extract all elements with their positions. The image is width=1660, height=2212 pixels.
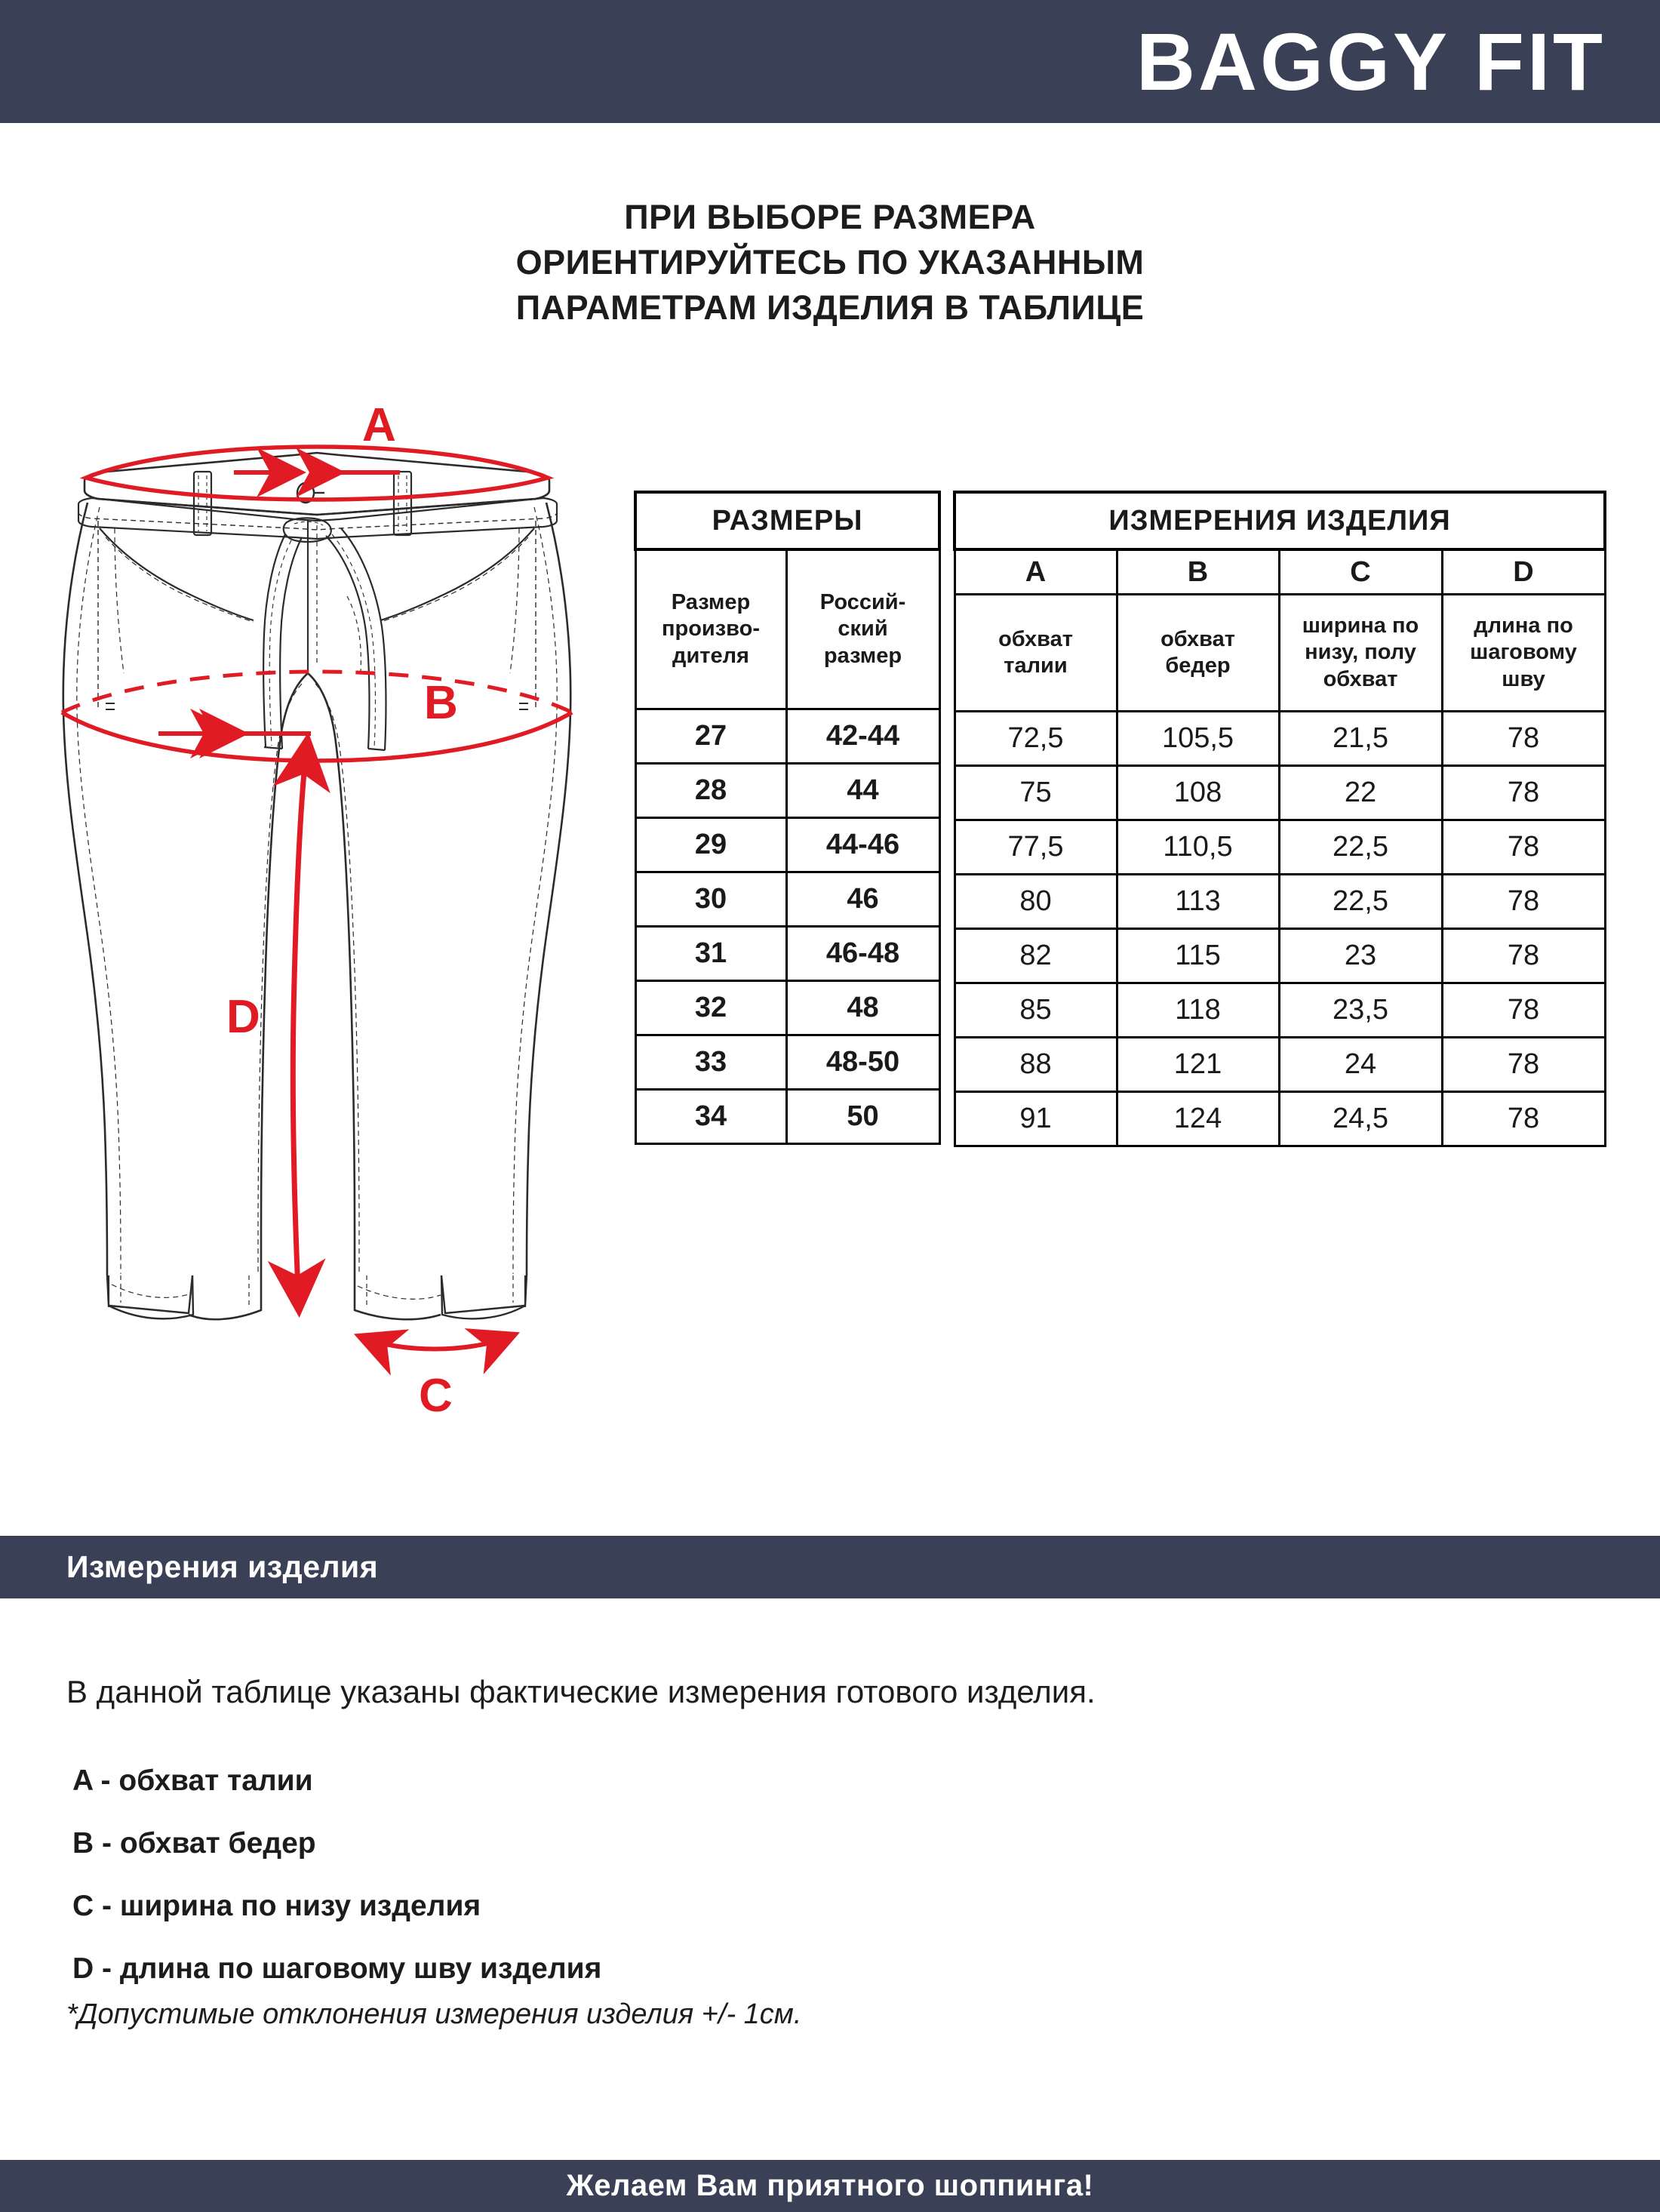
col-header-line: длина по	[1474, 613, 1573, 638]
col-header-line: обхват	[1323, 666, 1398, 691]
cell-b: 121	[1117, 1038, 1279, 1092]
measure-a-waist	[86, 447, 548, 500]
cell-a: 75	[954, 766, 1117, 820]
cell-russian-size: 44	[786, 764, 939, 818]
cell-manufacturer-size: 30	[635, 872, 786, 927]
col-header-manufacturer-size	[635, 549, 786, 709]
marker-label-b: B	[424, 677, 458, 729]
col-header-hip	[1117, 595, 1279, 712]
cell-b: 113	[1117, 875, 1279, 929]
cell-c: 21,5	[1279, 712, 1442, 766]
cell-c: 22,5	[1279, 820, 1442, 875]
col-letter-c: C	[1279, 549, 1442, 595]
col-header-line: ширина по	[1302, 613, 1419, 638]
cell-b: 110,5	[1117, 820, 1279, 875]
col-header-line: шву	[1502, 666, 1545, 691]
cell-c: 22	[1279, 766, 1442, 820]
cell-c: 24	[1279, 1038, 1442, 1092]
cell-russian-size: 42-44	[786, 709, 939, 764]
table-row	[954, 820, 1605, 875]
table-row	[635, 981, 939, 1035]
sizes-table-block	[634, 491, 941, 1145]
table-row	[954, 1038, 1605, 1092]
cell-c: 23	[1279, 929, 1442, 983]
cell-a: 91	[954, 1092, 1117, 1146]
col-header-waist	[954, 595, 1117, 712]
measurements-group-header: ИЗМЕРЕНИЯ ИЗДЕЛИЯ	[954, 492, 1605, 549]
cell-russian-size: 44-46	[786, 818, 939, 872]
cell-c: 22,5	[1279, 875, 1442, 929]
cell-c: 24,5	[1279, 1092, 1442, 1146]
col-header-line: ский	[838, 617, 888, 641]
table-row	[635, 1035, 939, 1090]
subtitle-block	[0, 195, 1660, 331]
cell-d: 78	[1442, 929, 1605, 983]
cell-a: 77,5	[954, 820, 1117, 875]
cell-manufacturer-size: 29	[635, 818, 786, 872]
cell-russian-size: 48	[786, 981, 939, 1035]
cell-a: 85	[954, 983, 1117, 1038]
marker-label-d: D	[226, 991, 260, 1043]
col-header-hem-width	[1279, 595, 1442, 712]
col-letter-b: B	[1117, 549, 1279, 595]
col-header-line: обхват	[1160, 626, 1235, 651]
table-row	[635, 764, 939, 818]
measure-c-hem	[362, 1336, 512, 1349]
cell-manufacturer-size: 32	[635, 981, 786, 1035]
cell-d: 78	[1442, 983, 1605, 1038]
marker-label-c: C	[419, 1370, 453, 1422]
subtitle-line-1: ПРИ ВЫБОРЕ РАЗМЕРА	[624, 198, 1036, 236]
tolerance-footnote: *Допустимые отклонения измерения изделия +/- 1см.	[66, 1998, 802, 2030]
col-header-inseam	[1442, 595, 1605, 712]
table-row	[954, 1092, 1605, 1146]
legend-item-d: D - длина по шаговому шву изделия	[72, 1952, 602, 1985]
subtitle-line-2: ОРИЕНТИРУЙТЕСЬ ПО УКАЗАННЫМ	[515, 242, 1145, 281]
col-header-line: дителя	[672, 643, 749, 668]
col-header-line: Россий-	[819, 589, 906, 614]
table-row	[954, 929, 1605, 983]
col-header-line: обхват	[998, 626, 1073, 651]
col-header-russian-size	[786, 549, 939, 709]
table-row	[954, 983, 1605, 1038]
table-row	[635, 1090, 939, 1144]
cell-d: 78	[1442, 1092, 1605, 1146]
col-header-line: произво-	[661, 617, 760, 641]
cell-b: 108	[1117, 766, 1279, 820]
cell-russian-size: 48-50	[786, 1035, 939, 1090]
cell-b: 124	[1117, 1092, 1279, 1146]
cell-a: 72,5	[954, 712, 1117, 766]
col-header-line: талии	[1004, 654, 1068, 678]
measurement-legend	[72, 1766, 601, 2017]
pants-technical-drawing	[45, 408, 589, 1524]
pants-outline-group	[63, 453, 570, 1319]
cell-c: 23,5	[1279, 983, 1442, 1038]
col-header-line: Размер	[671, 589, 751, 614]
section-band-title: Измерения изделия	[66, 1549, 379, 1584]
cell-b: 105,5	[1117, 712, 1279, 766]
table-row	[954, 712, 1605, 766]
col-header-line: низу, полу	[1305, 640, 1416, 665]
col-header-line: шаговому	[1470, 640, 1577, 665]
cell-d: 78	[1442, 820, 1605, 875]
sizes-group-header: РАЗМЕРЫ	[635, 492, 939, 549]
cell-russian-size: 50	[786, 1090, 939, 1144]
intro-text: В данной таблице указаны фактические измерения готового изделия.	[66, 1674, 1096, 1709]
cell-russian-size: 46-48	[786, 927, 939, 981]
page-title: BAGGY FIT	[1136, 15, 1606, 107]
cell-russian-size: 46	[786, 872, 939, 927]
col-header-line: бедер	[1165, 654, 1231, 678]
table-row	[635, 927, 939, 981]
page-footer	[0, 2160, 1660, 2212]
cell-manufacturer-size: 33	[635, 1035, 786, 1090]
measurement-overlay-group	[62, 447, 572, 1349]
legend-item-c: C - ширина по низу изделия	[72, 1890, 481, 1922]
cell-d: 78	[1442, 712, 1605, 766]
table-row	[635, 872, 939, 927]
col-letter-d: D	[1442, 549, 1605, 595]
col-letter-a: A	[954, 549, 1117, 595]
cell-manufacturer-size: 27	[635, 709, 786, 764]
table-row	[954, 766, 1605, 820]
cell-d: 78	[1442, 766, 1605, 820]
table-row	[635, 818, 939, 872]
legend-item-a: A - обхват талии	[72, 1764, 313, 1797]
cell-b: 118	[1117, 983, 1279, 1038]
cell-manufacturer-size: 28	[635, 764, 786, 818]
cell-manufacturer-size: 31	[635, 927, 786, 981]
cell-d: 78	[1442, 1038, 1605, 1092]
legend-item-b: B - обхват бедер	[72, 1827, 316, 1860]
cell-b: 115	[1117, 929, 1279, 983]
table-row	[635, 709, 939, 764]
col-header-line: размер	[823, 643, 902, 668]
measurements-table-block	[953, 491, 1606, 1147]
cell-a: 82	[954, 929, 1117, 983]
marker-label-a: A	[362, 408, 396, 451]
cell-a: 88	[954, 1038, 1117, 1092]
footer-message: Желаем Вам приятного шоппинга!	[566, 2169, 1094, 2202]
table-row	[954, 875, 1605, 929]
cell-d: 78	[1442, 875, 1605, 929]
measure-d-inseam	[293, 743, 307, 1307]
page-header	[0, 0, 1660, 123]
section-band	[0, 1536, 1660, 1598]
cell-a: 80	[954, 875, 1117, 929]
cell-manufacturer-size: 34	[635, 1090, 786, 1144]
subtitle-line-3: ПАРАМЕТРАМ ИЗДЕЛИЯ В ТАБЛИЦЕ	[515, 288, 1145, 327]
